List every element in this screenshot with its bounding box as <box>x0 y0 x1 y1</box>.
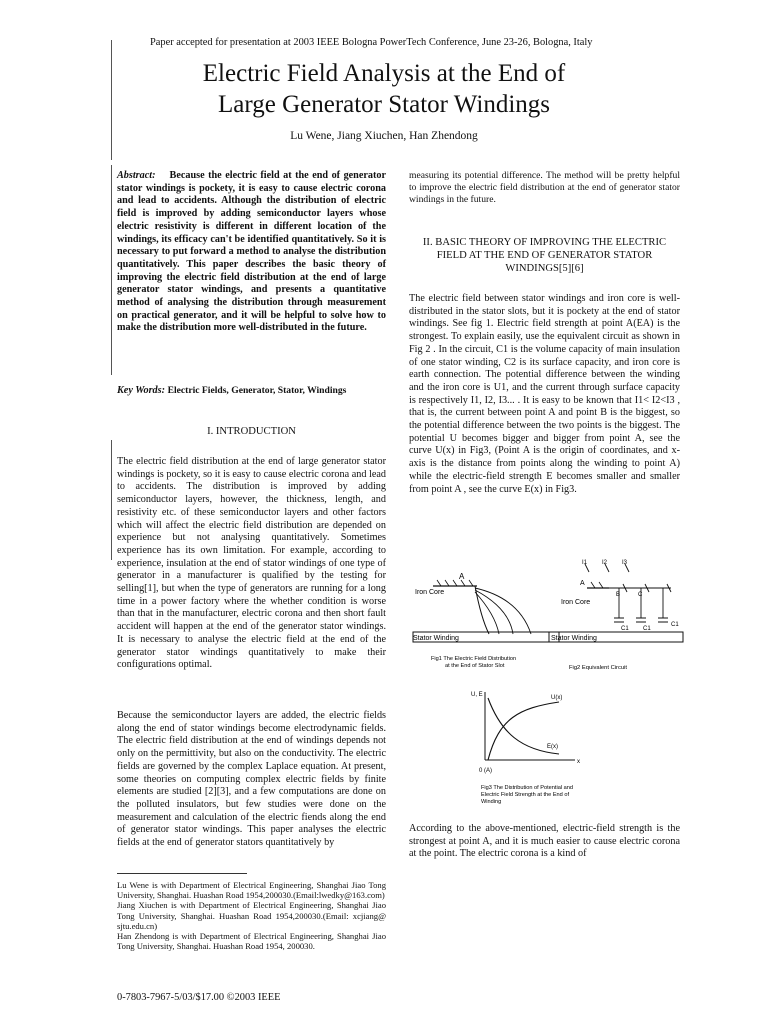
footnotes <box>117 880 386 951</box>
fig2-c1-label-3: C1 <box>671 622 679 628</box>
fig3-u-curve <box>488 702 559 760</box>
fig3-caption-line-1: Fig3 The Distribution of Potential and <box>481 785 573 791</box>
scan-margin-line <box>111 440 112 560</box>
intro-paragraph-2: Because the semiconductor layers are added, the electric fields along the end of stator windings become electrodynamic fields. The electric field distribution at the end of windings depends not only on the permittivity, but also on the conductivity. The electric fields are governed by the complex Laplace equation. At present, some theories on computing complex electric fields by finite elements are studied [2][3], and a few computations are done on the polluted insulators, but few studies were done on the measurement and calculation of the electric fiends along the end of generator stator windings. This paper analyses the electric fields at the end of generator stators quantitatively by <box>117 710 386 849</box>
fig3-u-label: U(x) <box>551 695 563 701</box>
keywords-text: Electric Fields, Generator, Stator, Windings <box>167 385 347 396</box>
paper-title <box>0 58 768 120</box>
authors: Lu Wene, Jiang Xiuchen, Han Zhendong <box>290 130 478 142</box>
fig1-iron-core-label: Iron Core <box>415 589 445 596</box>
fig1-core-edge <box>475 586 489 634</box>
section-2-heading <box>409 236 680 275</box>
fig2-i1: I1 <box>582 560 588 566</box>
scan-margin-line <box>111 165 112 375</box>
keywords <box>117 385 386 398</box>
section-2-heading-line-2: FIELD AT THE END OF GENERATOR STATOR <box>436 250 653 261</box>
fig1-field-lines <box>475 588 531 634</box>
copyright-line: 0-7803-7967-5/03/$17.00 ©2003 IEEE <box>117 992 281 1003</box>
fig3-x-label: x <box>577 759 580 765</box>
intro-paragraph-1: The electric field distribution at the end of large generator stator windings is pockety, so it is easy to cause electric corona and lead to accidents. The distribution is improved by adding semiconductor layers, however, the thickness, length, and resistivity etc. of these semiconductor layers and other factors which will affect the electric field distribution are depended on experience but not analysing quantitatively. Sometimes experience has its own limitation. For example, according to experience, insulation at the end of stator windings of one type of generator in a manufacturer is qualified by the testing for selling[1], but when the type of generators are running for a long time in a power factory where the whether condition is worse than that in the manufacturer, electric corona and then short fault accident will happen at the end of the generator stator windings. It is necessary to analyse the electric field at the end of the generator stator windings quantitatively to make their configurations optimal. <box>117 456 386 671</box>
fig1-stator-label: Stator Winding <box>413 635 459 642</box>
section-1-heading: I. INTRODUCTION <box>207 426 296 437</box>
fig2-point-b: B <box>616 592 621 598</box>
right-paragraph-0: measuring its potential difference. The method will be pretty helpful to improve the electric field distribution at the end of generator stator windings in the future. <box>409 170 680 205</box>
fig2-i3: I3 <box>622 560 628 566</box>
fig1-iron-core-hatch <box>437 580 473 586</box>
footnote-3: Han Zhendong is with Department of Electrical Engineering, Shanghai Jiao Tong University, Shanghai. Huashan Road 1954, 200030. <box>117 931 386 952</box>
fig3-e-label: E(x) <box>547 744 558 750</box>
footnote-2: Jiang Xiuchen is with Department of Electrical Engineering, Shanghai Jiao Tong University, Shanghai. Huashan Road 1954,200030.(Email: xcjiang@ sjtu.edu.cn) <box>117 900 386 931</box>
fig2-iron-core-label: Iron Core <box>561 599 591 606</box>
fig2-i2: I2 <box>602 560 608 566</box>
fig3-caption-line-3: Winding <box>481 799 502 805</box>
section-2-heading-line-3: WINDINGS[5][6] <box>505 263 584 274</box>
fig3-caption-line-2: Electric Field Strength at the End of <box>481 792 569 798</box>
fig2-c1-label-2: C1 <box>643 626 651 632</box>
abstract <box>117 170 386 335</box>
fig3-origin: 0 (A) <box>479 768 493 774</box>
fig3-y-label: U, E <box>471 692 483 698</box>
fig1-diagram <box>413 572 559 669</box>
fig2-c1-capacitors <box>614 618 668 622</box>
header-note: Paper accepted for presentation at 2003 IEEE Bologna PowerTech Conference, June 23-26, Bologna, Italy <box>150 37 593 48</box>
fig1-caption-line-1: Fig1 The Electric Field Distribution <box>431 656 517 662</box>
title-line-1: Electric Field Analysis at the End of <box>202 60 566 87</box>
fig3-chart <box>471 692 580 805</box>
fig1-caption-line-2: at the End of Stator Slot <box>445 663 505 669</box>
fig2-point-a: A <box>580 580 585 587</box>
figures-panel <box>409 558 689 820</box>
fig2-point-c: C <box>638 592 643 598</box>
fig2-diagram <box>549 560 683 671</box>
abstract-text: Because the electric field at the end of generator stator windings is pockety, it is easy to cause electric corona and lead to accidents. Although the distribution of electric field is improved by adding semiconductor layers whose electric resistivity is different in different location of the windings, its efficacy can't be identified quantitatively. So it is necessary to put forward a method to analyse the distribution quantitatively. This paper describes the basic theory of improving the electric field distribution at the end of large generator stator windings, and presents a quantitative method of analysing the distribution through measurement on practical generator, and it will be helpful to solve how to make the distribution more well-distributed in the future. <box>117 170 386 334</box>
fig2-caption: Fig2 Equivalent Circuit <box>569 665 627 671</box>
right-paragraph-2: According to the above-mentioned, electric-field strength is the strongest at point A, and it is much easier to cause electric corona at the point. The electric corona is a kind of <box>409 823 680 860</box>
fig2-iron-core-hatch <box>591 582 603 588</box>
footnote-rule <box>117 873 247 874</box>
fig2-c1-label-1: C1 <box>621 626 629 632</box>
footnote-1: Lu Wene is with Department of Electrical Engineering, Shanghai Jiao Tong University, Shanghai. Huashan Road 1954,200030.(Email:lwedky@163.com) <box>117 880 386 901</box>
keywords-label: Key Words: <box>117 385 166 396</box>
section-2-paragraph-1: The electric field between stator windings and iron core is well-distributed in the stator slots, but it is pockety at the end of stator windings. See fig 1. Electric field strength at point A(EA) is the strongest. To explain easily, use the equivalent circuit as shown in Fig 2 . In the circuit, C1 is the volume capacity of main insulation of one stator winding, C2 is its surface capacity, and iron core is earth connection. The potential difference between the winding and the iron core is U1, and the current through surface capacity is respectively I1, I2, I3... . It is easy to be known that I1< I2<I3 , that is, the current between point A and point B is the biggest, so the potential difference between the two points is the biggest. The potential U becomes bigger and bigger from point A, see the curve U(x) in Fig3, (Point A is the origin of coordinates, and x-axis is the distance from points along the winding to point A) while the electric-field strength E becomes smaller and smaller from point A , see the curve E(x) in Fig3. <box>409 293 680 495</box>
abstract-label: Abstract: <box>117 170 156 181</box>
fig2-stator-label: Stator Winding <box>551 635 597 642</box>
title-line-2: Large Generator Stator Windings <box>217 91 550 118</box>
section-2-heading-line-1: II. BASIC THEORY OF IMPROVING THE ELECTRIC <box>422 237 667 248</box>
fig1-point-a: A <box>459 572 465 581</box>
